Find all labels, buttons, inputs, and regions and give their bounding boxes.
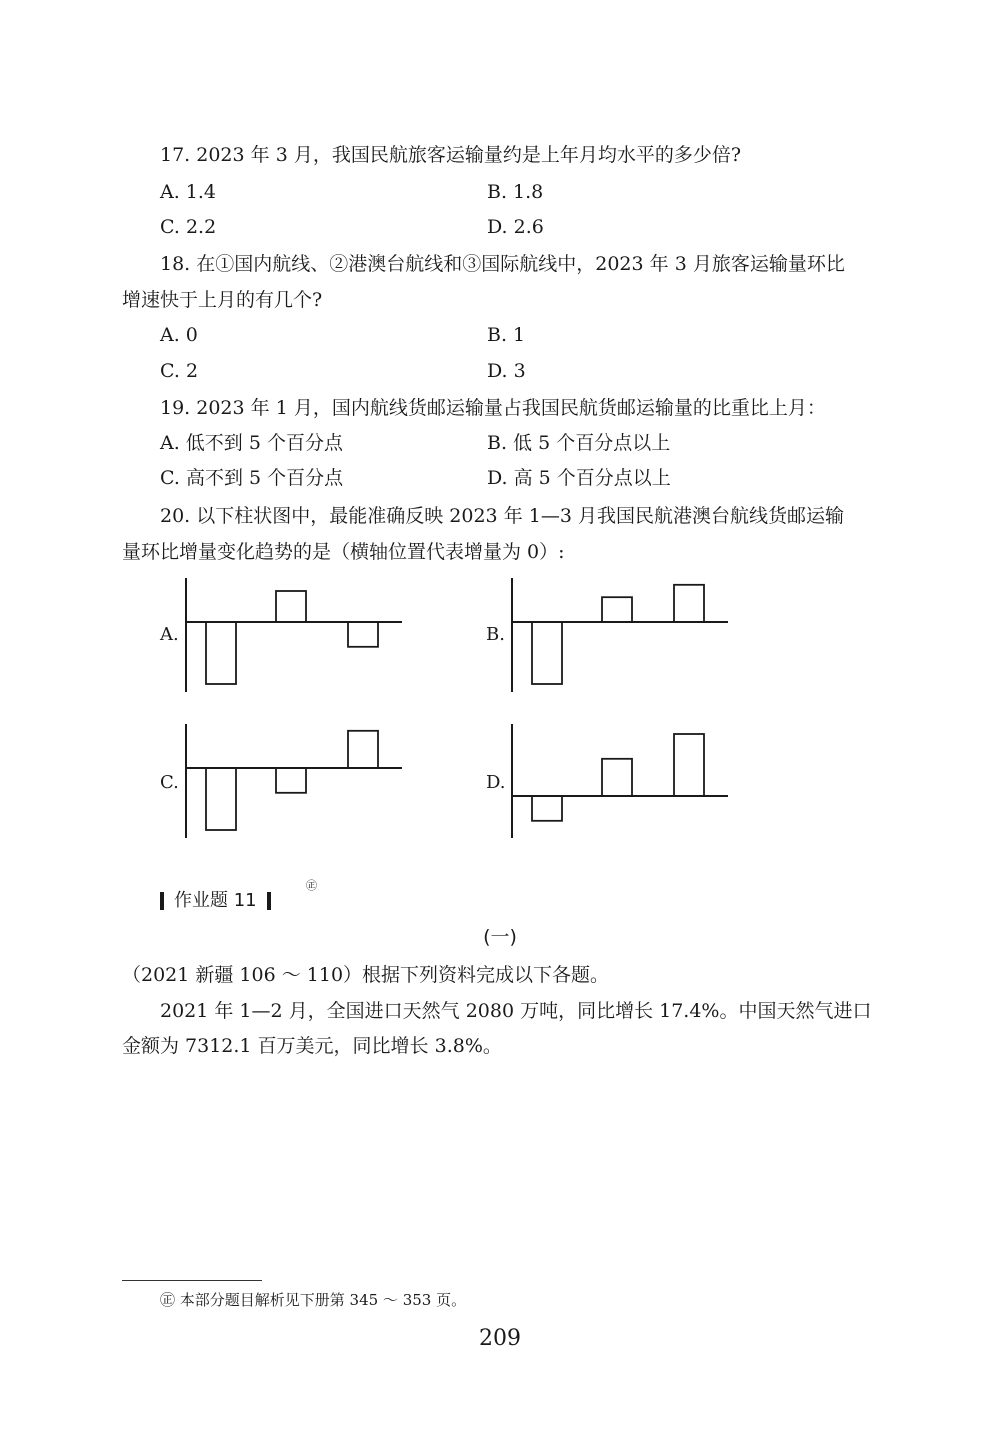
note-mark-icon: ㊣ [306, 879, 317, 892]
heading-left-bar-icon [160, 892, 164, 910]
q19-option-b: B. 低 5 个百分点以上 [487, 432, 671, 454]
q17-option-d: D. 2.6 [487, 216, 544, 238]
q20-stem-line2: 量环比增量变化趋势的是（横轴位置代表增量为 0）: [122, 541, 565, 563]
chart-d-letter: D. [486, 772, 506, 793]
chart-c-bar-1 [206, 768, 236, 830]
q20-stem-line1: 20. 以下柱状图中，最能准确反映 2023 年 1—3 月我国民航港澳台航线货邮运输 [160, 505, 844, 527]
section-intro: （2021 新疆 106 ～ 110）根据下列资料完成以下各题。 [122, 964, 610, 986]
section-title: 作业题 11 [174, 890, 257, 911]
chart-c-bar-2 [276, 768, 306, 793]
q18-option-d: D. 3 [487, 360, 526, 382]
chart-b [506, 576, 736, 694]
chart-d-bar-3 [674, 734, 704, 796]
chart-c-bar-3 [348, 731, 378, 768]
chart-a-bar-1 [206, 622, 236, 684]
chart-d-bar-1 [532, 796, 562, 821]
chart-a [180, 576, 410, 694]
q17-option-b: B. 1.8 [487, 181, 544, 203]
q18-option-a: A. 0 [160, 324, 198, 346]
chart-b-letter: B. [486, 624, 505, 645]
chart-a-bar-2 [276, 591, 306, 622]
chart-b-bar-2 [602, 597, 632, 622]
q18-stem-line2: 增速快于上月的有几个? [122, 289, 323, 311]
q19-option-d: D. 高 5 个百分点以上 [487, 467, 671, 489]
q19-stem: 19. 2023 年 1 月，国内航线货邮运输量占我国民航货邮运输量的比重比上月： [160, 397, 826, 419]
q17-option-c: C. 2.2 [160, 216, 217, 238]
chart-a-letter: A. [160, 624, 179, 645]
chart-d-bar-2 [602, 759, 632, 796]
chart-d [506, 722, 736, 840]
section-para-line1: 2021 年 1—2 月，全国进口天然气 2080 万吨，同比增长 17.4%。中国天然气进口 [160, 1000, 872, 1022]
q19-option-a: A. 低不到 5 个百分点 [160, 432, 343, 454]
footnote: ㊣ 本部分题目解析见下册第 345 ～ 353 页。 [160, 1291, 467, 1309]
page-number: 209 [479, 1326, 521, 1351]
section-heading [160, 889, 271, 913]
q19-option-c: C. 高不到 5 个百分点 [160, 467, 344, 489]
q18-option-b: B. 1 [487, 324, 526, 346]
chart-c [180, 722, 410, 840]
heading-right-bar-icon [267, 892, 271, 910]
section-para-line2: 金额为 7312.1 百万美元，同比增长 3.8%。 [122, 1035, 502, 1057]
q17-stem: 17. 2023 年 3 月，我国民航旅客运输量约是上年月均水平的多少倍? [160, 144, 742, 166]
chart-c-letter: C. [160, 772, 179, 793]
q18-option-c: C. 2 [160, 360, 199, 382]
chart-b-bar-1 [532, 622, 562, 684]
chart-b-bar-3 [674, 585, 704, 622]
q17-option-a: A. 1.4 [160, 181, 217, 203]
q18-stem-line1: 18. 在①国内航线、②港澳台航线和③国际航线中，2023 年 3 月旅客运输量环比 [160, 253, 845, 275]
section-part: (一) [483, 926, 517, 948]
footnote-rule [122, 1280, 262, 1281]
chart-a-bar-3 [348, 622, 378, 647]
